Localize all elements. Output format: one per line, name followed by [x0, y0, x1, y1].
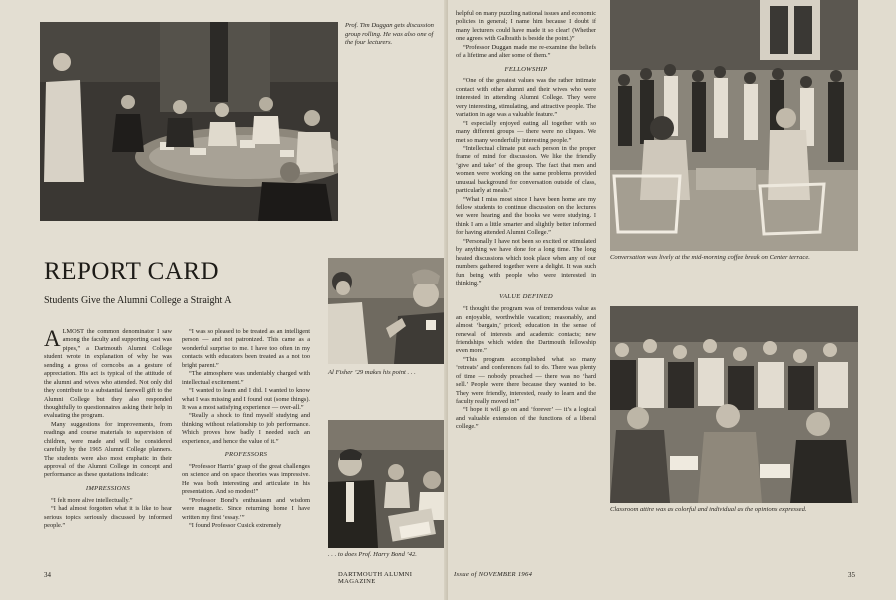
- quote: “I had almost forgotten what it is like to hear serious topics seriously discussed by informed people.”: [44, 505, 172, 530]
- quote: “Professor Duggan made me re-examine the beliefs of a lifetime and alter some of them.”: [456, 43, 596, 60]
- quote: “I hope it will go on and ‘forever’ — it’s a logical and valuable extension of the functions of a liberal college.”: [456, 406, 596, 431]
- bottom-caption: . . . to does Prof. Harry Bond ’42.: [328, 551, 417, 558]
- coffee-break-caption: Conversation was lively at the mid-morning coffee break on Center terrace.: [610, 254, 810, 261]
- paragraph: Many suggestions for improvements, from readings and course materials to supervision of children, were made and will be considered carefully by the 1965 Alumni College planners. The students were also most emphatic in their approval of the Alumni College in concept and performance as these quotations indicate:: [44, 420, 172, 479]
- quote: “Really a shock to find myself studying and thinking without relationship to job performance. Which proves how badly I needed such an experience, and hence the value of it.”: [182, 412, 310, 445]
- article-column-2: [182, 328, 310, 530]
- top-caption: Prof. Tim Duggan gets discussion group rolling. He was also one of the four lecturers.: [345, 22, 434, 47]
- quote: “What I miss most since I have been home are my fellow students to continue discussion on the lectures we were hearing and the books we were studying. I think I am a little smarter and slightly better informed for having attended Alumni College.”: [456, 195, 596, 237]
- mid-caption: Al Fisher ’29 makes his point . . .: [328, 369, 416, 376]
- quote: “Personally I have not been so excited or stimulated by anything we have done for a long time. The long heated discussions which took place when any of our numbers gathered together were a delight. It was such fun being with people who were interested in thinking.”: [456, 237, 596, 287]
- quote: “I wanted to learn and I did. I wanted to know what I was missing and I found out (some things). It was a most satisfying experience — over-all.”: [182, 387, 310, 411]
- quote: helpful on many puzzling national issues and economic policies in general; I name him because I doubt if many lecturers could have made it so clear! (Whether one agrees with Galbraith is beside the point.)”: [456, 10, 596, 43]
- quote: “The atmosphere was undeniably charged with intellectual excitement.”: [182, 370, 310, 386]
- harry-bond-photo: [328, 420, 448, 548]
- quote: “Intellectual climate put each person in the proper frame of mind for discussion. We like the friendly ‘give and take’ of the group. The fact that men and women were working on the same problems provided unusual background for conversation outside of class, particularly at meals.”: [456, 144, 596, 195]
- page-number: 34: [44, 571, 51, 579]
- intro-paragraph: ALMOST the common denominator I saw among the faculty and supporting cast was pipes,” a Dartmouth Alumni College student wrote in explanation of why he was sending a gross of corncobs as a gesture of appreciation. His act is typical of the attitude of the alumni and wives who attended. Not only did they contribute to a substantial farewell gift to the Alumni College but they also responded thoughtfully to questionnaires asking their help in evaluating the program.: [44, 326, 172, 420]
- quote: “I thought the program was of tremendous value as an enjoyable, worthwhile vacation; reasonably, and almost ‘bargain,’ priced; education in the sense of renewal of interests and academic contacts; new friendships which widen the Dartmouth fellowship even more.”: [456, 305, 596, 355]
- deck: Students Give the Alumni College a Straight A: [44, 295, 232, 306]
- quote: “I found Professor Cusick extremely: [189, 522, 282, 530]
- quote: “I especially enjoyed eating all together with so many different groups — there were no cliques. We met so many wonderfully interesting people.”: [456, 119, 596, 144]
- section-heading: PROFESSORS: [224, 451, 268, 459]
- quote: “One of the greatest values was the rather intimate contact with other alumni and their wives who were interested in attending Alumni College. They were very interesting, stimulating, and attractive people. The variation in age was a valuable feature.”: [456, 77, 596, 119]
- quote: “This program accomplished what so many ‘retreats’ and conferences fail to do. There was plenty of time — nobody preached — there was no ‘hard sell.’ People were there because they wanted to be. They were friendly, interested, ready to learn and the faculty really moved in!”: [456, 355, 596, 406]
- quote: “I felt more alive intellectually.”: [51, 496, 133, 504]
- discussion-group-photo: [40, 22, 338, 221]
- quote: “I was so pleased to be treated as an intelligent person — and not patronized. This came as a wonderful surprise to me. I have too often in my contacts with educators been treated as a not too bright parent.”: [182, 328, 310, 369]
- al-fisher-photo: [328, 258, 448, 364]
- drop-cap: A: [44, 326, 61, 351]
- article-column-1: [44, 328, 172, 530]
- page-number: 35: [848, 571, 855, 579]
- section-heading: VALUE DEFINED: [499, 293, 553, 301]
- section-heading: FELLOWSHIP: [504, 65, 548, 73]
- coffee-break-photo: [610, 0, 858, 251]
- issue-date: Issue of NOVEMBER 1964: [454, 571, 533, 578]
- quote: “Professor Bond’s enthusiasm and wisdom were magnetic. Since returning home I have written my first ‘essay.’”: [182, 496, 310, 521]
- article-column-3: [456, 10, 596, 432]
- section-heading: IMPRESSIONS: [85, 484, 131, 492]
- classroom-caption: Classroom attire was as colorful and individual as the opinions expressed.: [610, 506, 807, 513]
- magazine-name: DARTMOUTH ALUMNI MAGAZINE: [338, 571, 413, 585]
- right-page: [448, 0, 896, 600]
- classroom-photo: [610, 306, 858, 503]
- quote: “Professor Harris’ grasp of the great challenges on science and on space theories was impressive. He was both interesting and articulate in his presentation. And so modest!”: [182, 462, 310, 496]
- headline: REPORT CARD: [44, 258, 220, 285]
